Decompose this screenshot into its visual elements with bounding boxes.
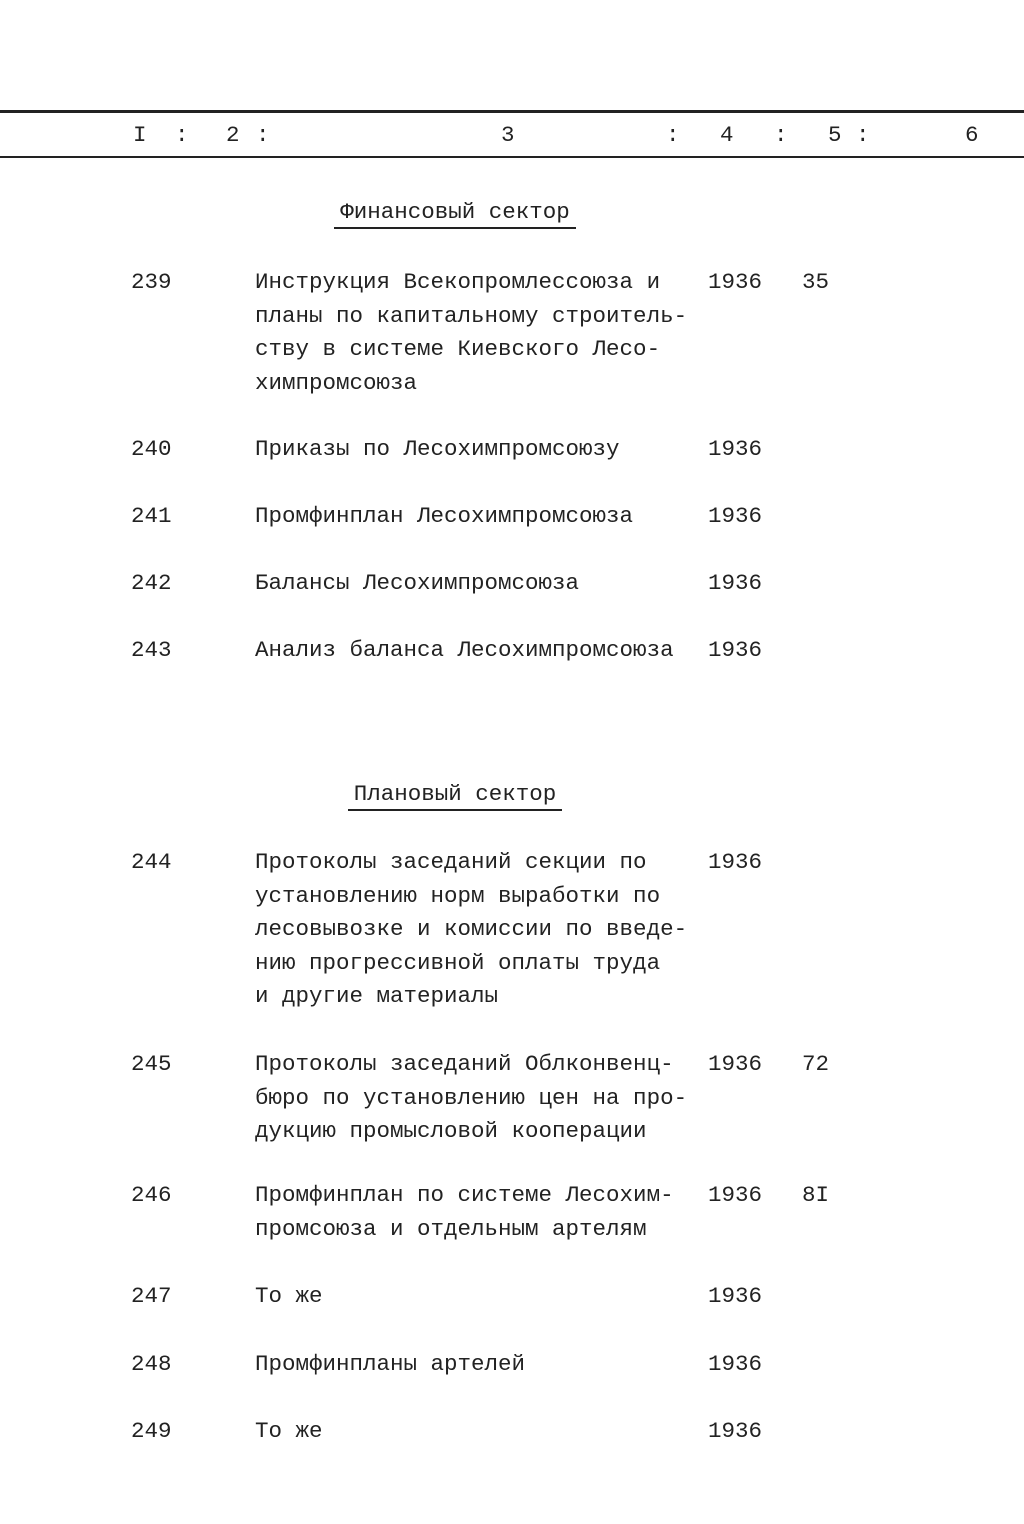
item-title: Промфинплан Лесохимпромсоюза [255, 503, 634, 529]
item-title: Инструкция Всекопромлессоюза и планы по капитальному строитель- ству в системе Киевского Лесо- химпромсоюза [255, 269, 688, 396]
section-heading [0, 199, 910, 225]
item-number: 240 [131, 436, 172, 462]
item-title: Балансы Лесохимпромсоюза [255, 570, 580, 596]
column-number: 2 [226, 122, 240, 148]
item-year: 1936 [708, 269, 763, 295]
section-heading-text: Плановый сектор [348, 781, 563, 811]
column-separator: : [856, 122, 870, 148]
item-year: 1936 [708, 570, 763, 596]
column-number: 4 [720, 122, 734, 148]
column-number: I [133, 122, 147, 148]
item-year: 1936 [708, 1283, 763, 1309]
item-year: 1936 [708, 1051, 763, 1077]
item-title: Промфинплан по системе Лесохим- промсоюза и отдельным артелям [255, 1182, 674, 1242]
item-title: То же [255, 1418, 323, 1444]
item-number: 244 [131, 849, 172, 875]
item-sheets: 8I [802, 1182, 830, 1208]
item-number: 248 [131, 1351, 172, 1377]
item-number: 242 [131, 570, 172, 596]
item-year: 1936 [708, 1418, 763, 1444]
item-year: 1936 [708, 1182, 763, 1208]
column-number: 6 [965, 122, 979, 148]
item-number: 247 [131, 1283, 172, 1309]
header-top-rule [0, 110, 1024, 113]
item-number: 245 [131, 1051, 172, 1077]
column-number: 5 [828, 122, 842, 148]
item-title: Приказы по Лесохимпромсоюзу [255, 436, 620, 462]
item-title: Анализ баланса Лесохимпромсоюза [255, 637, 674, 663]
column-separator: : [666, 122, 680, 148]
item-number: 249 [131, 1418, 172, 1444]
column-separator: : [175, 122, 189, 148]
item-number: 239 [131, 269, 172, 295]
column-number: 3 [501, 122, 515, 148]
item-title: Протоколы заседаний секции по установлению норм выработки по лесовывозке и комиссии по введе- нию прогрессивной оплаты труда и другие материалы [255, 849, 688, 1009]
item-year: 1936 [708, 637, 763, 663]
item-sheets: 72 [802, 1051, 830, 1077]
item-number: 246 [131, 1182, 172, 1208]
item-year: 1936 [708, 503, 763, 529]
header-bottom-rule [0, 156, 1024, 158]
section-heading-text: Финансовый сектор [334, 199, 576, 229]
item-year: 1936 [708, 436, 763, 462]
item-title: Протоколы заседаний Облконвенц- бюро по установлению цен на про- дукцию промысловой кооперации [255, 1051, 688, 1144]
item-number: 241 [131, 503, 172, 529]
item-year: 1936 [708, 1351, 763, 1377]
section-heading [0, 781, 910, 807]
column-separator: : [256, 122, 270, 148]
item-title: То же [255, 1283, 323, 1309]
item-sheets: 35 [802, 269, 830, 295]
item-title: Промфинпланы артелей [255, 1351, 526, 1377]
column-separator: : [774, 122, 788, 148]
item-number: 243 [131, 637, 172, 663]
item-year: 1936 [708, 849, 763, 875]
